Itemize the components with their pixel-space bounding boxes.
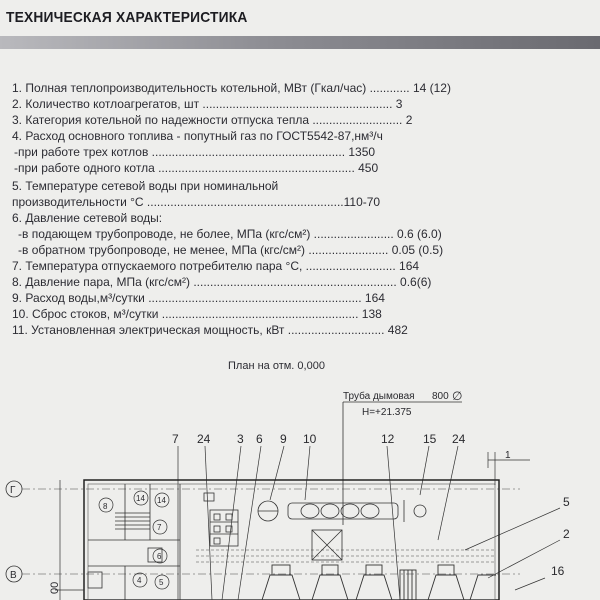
spec-line-11: 11. Установленная электрическая мощность, кВт ............................. 482 [12, 323, 408, 337]
callout-6: 6 [256, 432, 263, 446]
spec-line-6: 6. Давление сетевой воды: [12, 211, 163, 225]
room-8: 8 [103, 502, 108, 511]
callout-15: 15 [423, 432, 437, 446]
plan-caption: План на отм. 0,000 [228, 360, 325, 372]
spec-line-1: 1. Полная теплопроизводительность котельной, МВт (Гкал/час) ............ 14 (12) [12, 81, 451, 95]
callout-5-leader [465, 508, 560, 550]
floor-plan-drawing [0, 380, 600, 600]
callout-16-leader [515, 578, 545, 590]
callout-12: 12 [381, 432, 395, 446]
callout-5: 5 [563, 495, 570, 509]
chimney-diameter: 800 [432, 391, 449, 402]
spec-line-6a: -в подающем трубопроводе, не более, МПа (кгс/см²) ........................ 0.6 (6.0) [18, 227, 442, 241]
callout-1: 1 [505, 450, 511, 461]
spec-line-2: 2. Количество котлоагрегатов, шт ......................................................... 3 [12, 97, 403, 111]
spec-line-5b: производительности °С ...........................................................110-70 [12, 195, 381, 209]
auxiliary-rooms [88, 484, 180, 600]
axis-label-v: В [10, 570, 17, 581]
spec-line-3: 3. Категория котельной по надежности отпуска тепла ........................... 2 [12, 113, 413, 127]
callout-2: 2 [563, 527, 570, 541]
room-7: 7 [157, 523, 162, 532]
chimney-height: H=+21.375 [362, 407, 412, 418]
spec-line-8: 8. Давление пара, МПа (кгс/см²) ............................................................. 0.6(6) [12, 275, 432, 289]
spec-line-6b: -в обратном трубопроводе, не менее, МПа (кгс/см²) ........................ 0.05 (0.5) [18, 243, 444, 257]
spec-line-7: 7. Температура отпускаемого потребителю пара °С, ........................... 164 [12, 259, 420, 273]
dimension-fragment: 00 [49, 581, 61, 594]
chimney-diameter-symbol: ∅ [452, 389, 463, 403]
room-14a: 14 [136, 494, 145, 503]
callout-16: 16 [551, 564, 565, 578]
callout-24a: 24 [197, 432, 211, 446]
room-5: 5 [159, 578, 164, 587]
spec-line-4b: -при работе одного котла ........................................................... 450 [14, 161, 379, 175]
spec-line-5: 5. Температуре сетевой воды при номинальной [12, 179, 279, 193]
chimney-base-symbol [312, 530, 342, 560]
spec-line-10: 10. Сброс стоков, м³/сутки ........................................................... 138 [12, 307, 382, 321]
room-4: 4 [137, 576, 142, 585]
callout-7: 7 [172, 432, 179, 446]
chimney-label: Труба дымовая [343, 391, 415, 402]
callout-9: 9 [280, 432, 287, 446]
callout-3: 3 [237, 432, 244, 446]
spec-line-9: 9. Расход воды,м³/сутки ................................................................ 164 [12, 291, 385, 305]
axis-label-g: Г [10, 485, 16, 496]
room-14b: 14 [157, 496, 166, 505]
boiler-units [262, 565, 496, 600]
callout-10: 10 [303, 432, 317, 446]
callout-24b: 24 [452, 432, 466, 446]
spec-line-4a: -при работе трех котлов .......................................................... 1350 [14, 145, 376, 159]
page-title: ТЕХНИЧЕСКАЯ ХАРАКТЕРИСТИКА [6, 9, 248, 26]
pipework [196, 550, 495, 562]
spec-line-4: 4. Расход основного топлива - попутный газ по ГОСТ5542-87,нм³/ч [12, 129, 383, 143]
tank-row [258, 500, 426, 522]
room-6: 6 [157, 552, 162, 561]
